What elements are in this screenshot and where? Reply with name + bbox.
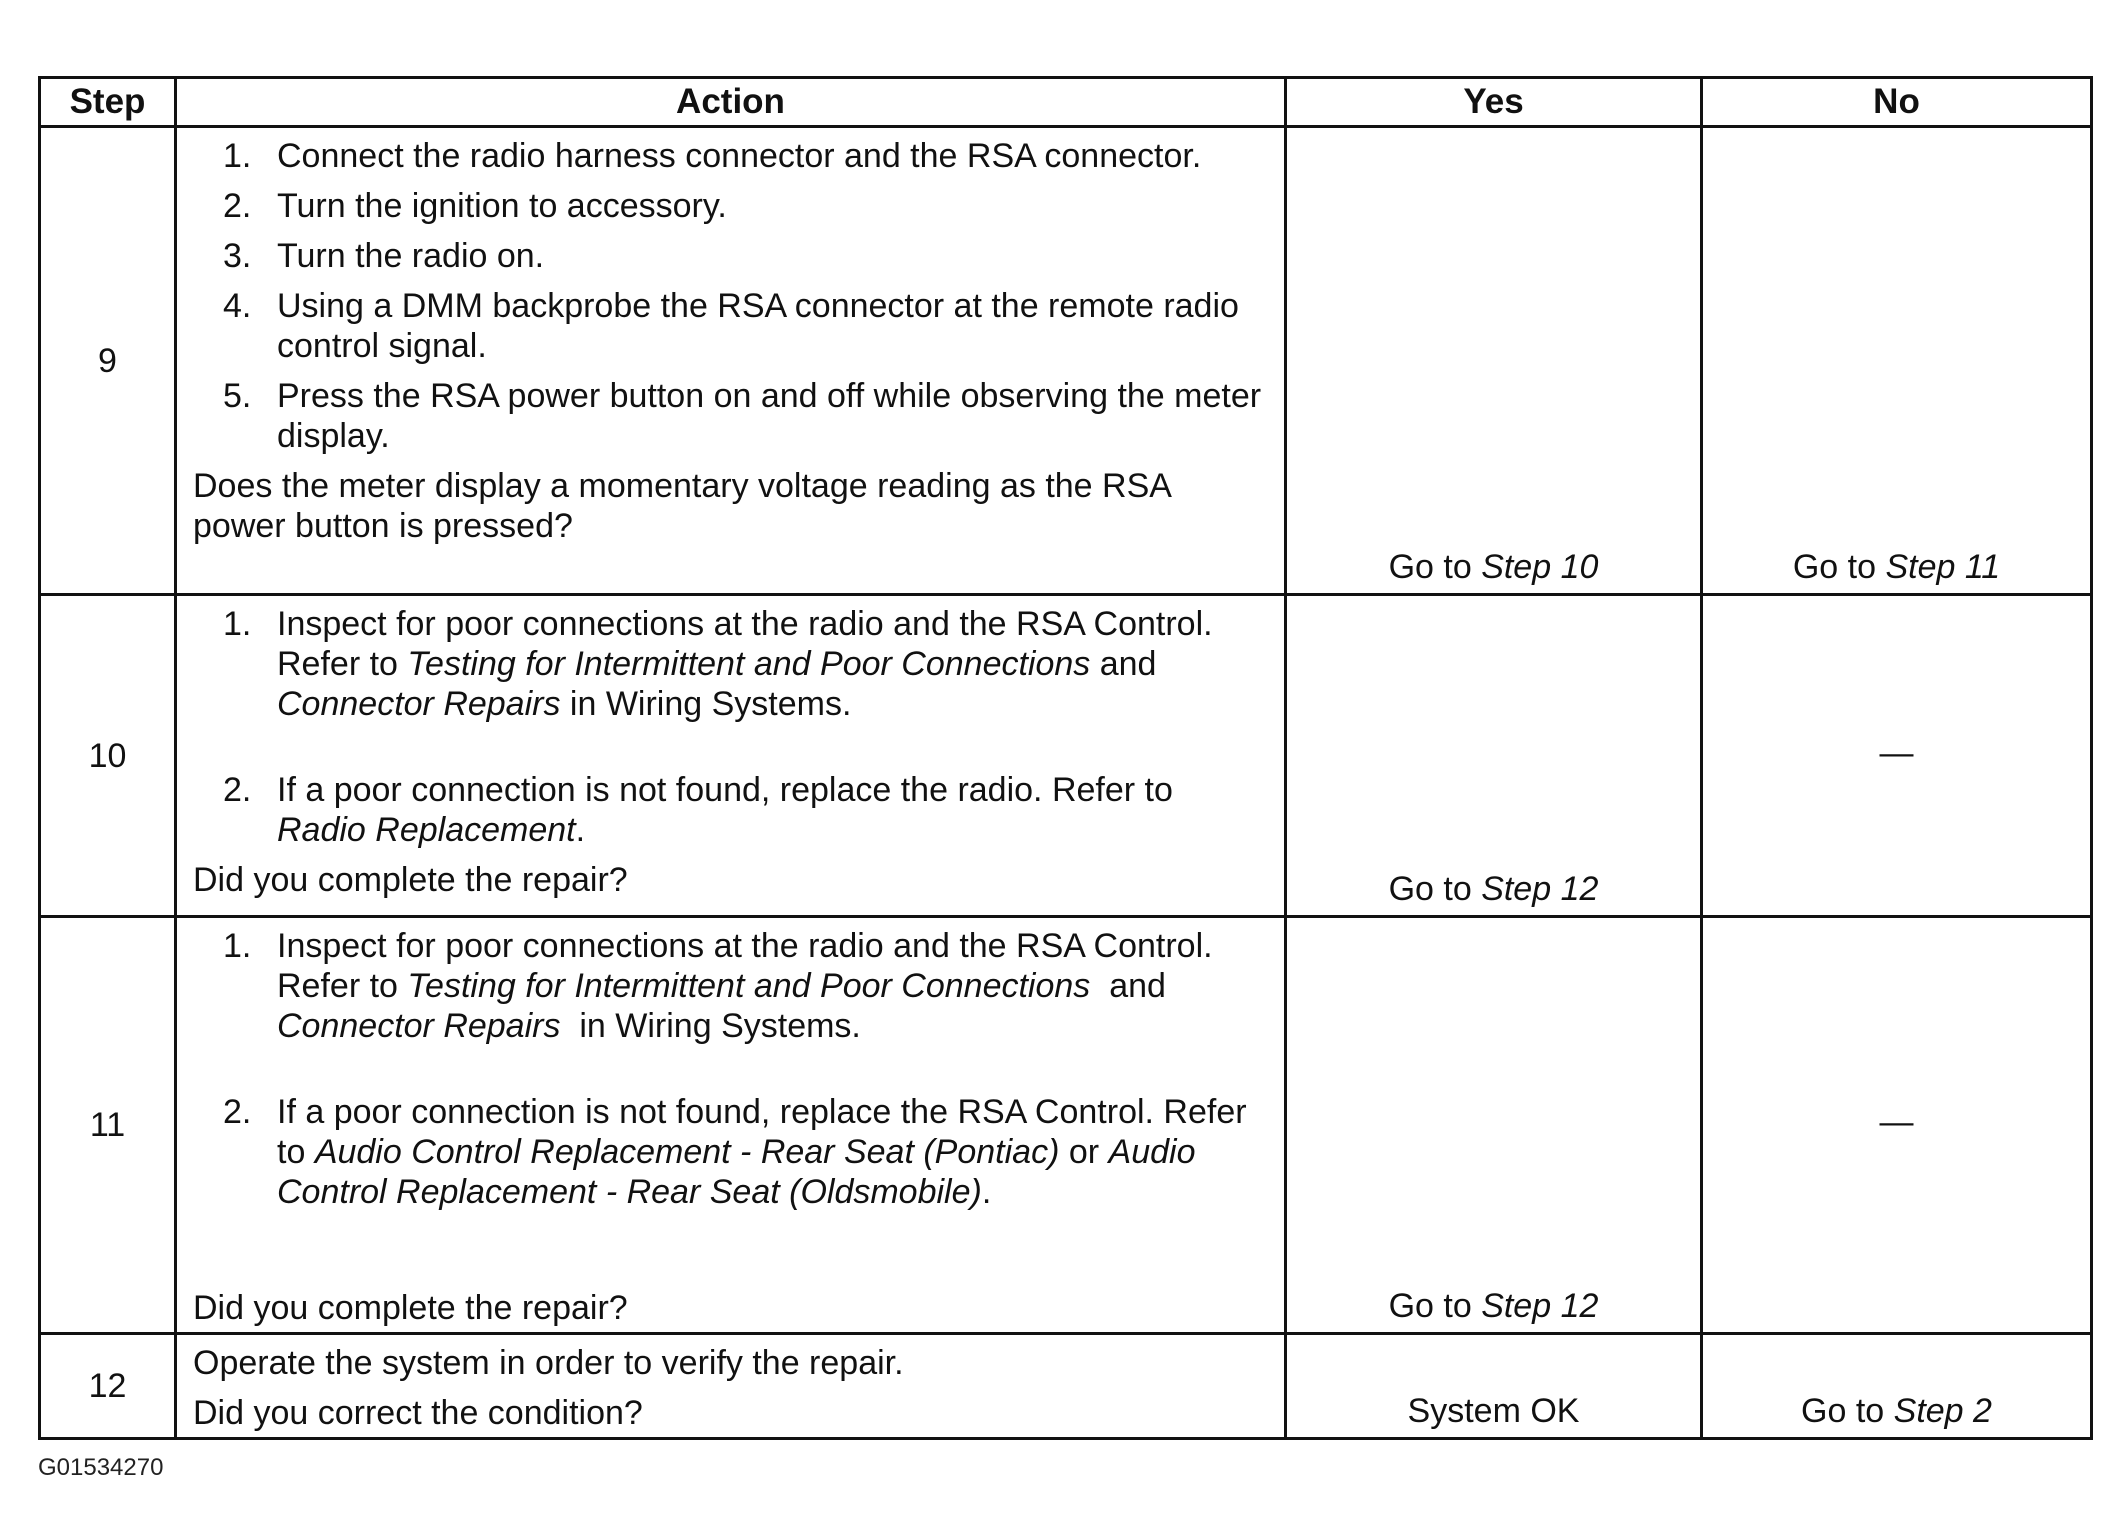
header-yes: Yes	[1286, 78, 1702, 127]
no-result: —	[1702, 917, 2092, 1334]
header-row	[40, 78, 2092, 127]
action-list	[193, 926, 1264, 1212]
yes-result: System OK	[1286, 1334, 1702, 1439]
step-number: 10	[40, 595, 176, 917]
step-number: 12	[40, 1334, 176, 1439]
step-number: 9	[40, 127, 176, 595]
action-list	[193, 604, 1264, 850]
action-list	[193, 136, 1264, 456]
question-text: Did you complete the repair?	[193, 861, 628, 899]
table-row	[40, 917, 2092, 1334]
action-cell	[176, 1334, 1286, 1439]
question-text: Did you correct the condition?	[193, 1394, 643, 1432]
no-result: Go to Step 11	[1702, 127, 2092, 595]
list-item: 3. Turn the radio on.	[223, 237, 545, 275]
no-result: Go to Step 2	[1702, 1334, 2092, 1439]
no-result: —	[1702, 595, 2092, 917]
list-item: 5. Press the RSA power button on and off while observing the meter display.	[223, 377, 1262, 455]
step-number: 11	[40, 917, 176, 1334]
question-text: Did you complete the repair?	[193, 1289, 628, 1327]
action-cell	[176, 917, 1286, 1334]
list-item: 4. Using a DMM backprobe the RSA connector at the remote radio control signal.	[223, 287, 1239, 365]
header-no: No	[1702, 78, 2092, 127]
table-row	[40, 1334, 2092, 1439]
figure-id: G01534270	[38, 1454, 164, 1481]
yes-result: Go to Step 10	[1286, 127, 1702, 595]
diagnostic-table	[38, 76, 2093, 1440]
header-action: Action	[176, 78, 1286, 127]
list-item: 2. If a poor connection is not found, replace the radio. Refer to Radio Replacement.	[223, 771, 1173, 849]
table-row	[40, 127, 2092, 595]
list-item: 2. If a poor connection is not found, replace the RSA Control. Refer to Audio Control Replacement - Rear Seat (Pontiac) or Audio Control Replacement - Rear Seat (Oldsmobile).	[223, 1093, 1247, 1211]
action-cell	[176, 595, 1286, 917]
header-step: Step	[40, 78, 176, 127]
list-item: 1. Inspect for poor connections at the radio and the RSA Control. Refer to Testing for Intermittent and Poor Connections and Connector Repairs in Wiring Systems.	[223, 605, 1213, 723]
action-text: Operate the system in order to verify the repair.	[193, 1344, 904, 1382]
list-item: 1. Connect the radio harness connector and the RSA connector.	[223, 137, 1202, 175]
list-item: 2. Turn the ignition to accessory.	[223, 187, 727, 225]
yes-result: Go to Step 12	[1286, 917, 1702, 1334]
question-text: Does the meter display a momentary voltage reading as the RSA power button is pressed?	[193, 467, 1171, 545]
table-row	[40, 595, 2092, 917]
list-item: 1. Inspect for poor connections at the radio and the RSA Control. Refer to Testing for Intermittent and Poor Connections and Connector Repairs in Wiring Systems.	[223, 927, 1213, 1045]
action-cell	[176, 127, 1286, 595]
yes-result: Go to Step 12	[1286, 595, 1702, 917]
